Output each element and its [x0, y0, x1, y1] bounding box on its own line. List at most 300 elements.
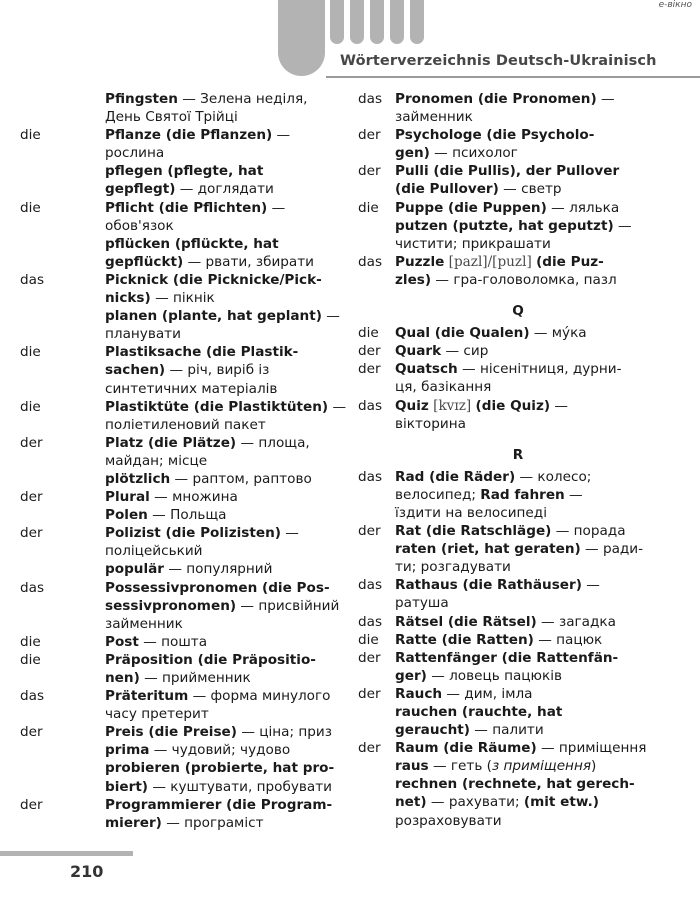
- entry-definition: [105, 343, 330, 397]
- headword-text: raten (riet, hat geraten): [395, 541, 581, 558]
- translation-text: —: [272, 127, 291, 144]
- entry-definition: [395, 253, 678, 289]
- entry-line: [395, 667, 678, 685]
- entry-definition: [105, 470, 330, 488]
- translation-text: — загадка: [536, 613, 616, 630]
- translation-text: — гра-головоломка, пазл: [431, 271, 617, 288]
- entry-line: [105, 289, 330, 307]
- entry-line: [105, 253, 330, 271]
- dictionary-entry: [20, 434, 330, 470]
- translation-text: —: [280, 525, 299, 542]
- entry-article: das: [358, 397, 383, 414]
- entry-article: der: [20, 489, 43, 506]
- entry-line: [395, 721, 678, 739]
- entry-article: [20, 741, 105, 759]
- entry-definition: [395, 199, 678, 217]
- entry-definition: [395, 90, 678, 126]
- entry-article: der: [358, 127, 381, 144]
- dictionary-entry: [20, 759, 335, 795]
- entry-article: der: [358, 649, 381, 666]
- headword-text: Possessivpronomen (die Pos-: [105, 579, 330, 596]
- entry-article: die: [20, 199, 41, 216]
- header-tab-large: [278, 0, 325, 76]
- translation-text: — порада: [551, 523, 626, 540]
- publisher-logo: e-вікно: [658, 0, 692, 10]
- entry-definition: [395, 217, 678, 253]
- translation-text: — геть (: [428, 758, 492, 775]
- entry-definition: [105, 796, 332, 832]
- section-letter: R: [512, 446, 524, 463]
- headword-text: Platz (die Plätze): [105, 434, 237, 451]
- headword-text: Raum (die Räume): [395, 740, 537, 757]
- translation-text: —: [267, 199, 286, 216]
- entry-article: [20, 506, 105, 524]
- footer-bar: [0, 851, 133, 856]
- entry-line: [105, 180, 330, 198]
- entry-line: [105, 506, 330, 524]
- entry-article: das: [20, 271, 45, 288]
- entry-article: das: [358, 577, 383, 594]
- dictionary-column-left: [20, 90, 347, 832]
- translation-text: займенник: [395, 109, 473, 126]
- entry-line: [395, 631, 678, 649]
- entry-article: [20, 759, 105, 795]
- entry-article: der: [358, 740, 381, 757]
- headword-text: Rauch: [395, 685, 443, 702]
- headword-text: Programmierer (die Program-: [105, 796, 333, 813]
- entry-article: die: [20, 633, 41, 650]
- entry-line: [395, 360, 678, 378]
- entry-line: [395, 199, 678, 217]
- entry-line: [105, 271, 330, 289]
- entry-line: [105, 741, 330, 759]
- entry-article: [358, 540, 395, 576]
- entry-definition: [395, 342, 678, 360]
- dictionary-entry: [358, 468, 678, 522]
- translation-text: —: [564, 486, 583, 503]
- header-rule: [326, 76, 700, 78]
- dictionary-entry: [358, 613, 678, 631]
- dictionary-entry: [20, 579, 340, 633]
- dictionary-entry: [358, 631, 678, 649]
- headword-text: Quark: [395, 343, 442, 360]
- dictionary-entry: [20, 162, 330, 198]
- headword-text: Pflicht (die Pflichten): [105, 199, 268, 216]
- entry-line: [105, 669, 330, 687]
- headword-text: plötzlich: [105, 470, 171, 487]
- header-tab: [350, 0, 364, 44]
- headword-text: geraucht): [395, 722, 470, 739]
- entry-line: [105, 235, 330, 253]
- headword-text: Rathaus (die Rathäuser): [395, 577, 582, 594]
- entry-line: [395, 342, 678, 360]
- entry-definition: [395, 703, 678, 739]
- dictionary-entry: [20, 90, 330, 126]
- dictionary-entry: [20, 633, 330, 651]
- entry-article: das: [20, 579, 45, 596]
- entry-definition: [105, 434, 330, 470]
- entry-article: die: [20, 651, 41, 668]
- headword-text: pflegen (pflegte, hat: [105, 163, 264, 180]
- entry-article: die: [20, 127, 41, 144]
- entry-definition: [395, 613, 678, 631]
- translation-text: — програміст: [161, 814, 264, 831]
- headword-text: Quatsch: [395, 361, 458, 378]
- translation-text: їздити на велосипеді: [395, 504, 547, 521]
- entry-line: [105, 108, 330, 126]
- translation-text: займенник: [105, 615, 183, 632]
- translation-text: поліетиленовий пакет: [105, 416, 266, 433]
- transcription-text: [pazl]/[puzl]: [448, 253, 532, 270]
- header-tab: [330, 0, 344, 44]
- headword-text: Polizist (die Polizisten): [105, 525, 281, 542]
- dictionary-column-right: [358, 90, 678, 830]
- entry-line: [105, 361, 330, 379]
- translation-text: — пацюк: [533, 631, 603, 648]
- entry-line: [395, 90, 678, 108]
- entry-line: [105, 778, 334, 796]
- entry-article: der: [20, 796, 43, 813]
- dictionary-entry: [20, 271, 330, 307]
- headword-text: (die Pullover): [395, 181, 499, 198]
- translation-text: часу претерит: [105, 706, 209, 723]
- translation-text: планувати: [105, 326, 181, 343]
- entry-article: der: [358, 343, 381, 360]
- translation-text: велосипед;: [395, 486, 481, 503]
- dictionary-entry: [358, 397, 678, 433]
- headword-text: Präposition (die Präpositio-: [105, 651, 316, 668]
- headword-text: Qual (die Qualen): [395, 325, 530, 342]
- entry-definition: [105, 506, 330, 524]
- headword-text: gepflückt): [105, 253, 184, 270]
- dictionary-entry: [20, 199, 330, 235]
- entry-article: das: [20, 688, 45, 705]
- entry-line: [105, 398, 346, 416]
- dictionary-entry: [358, 649, 678, 685]
- headword-text: Plastiksache (die Plastik-: [105, 344, 299, 361]
- translation-text: — куштувати, пробувати: [148, 778, 333, 795]
- translation-text: — ради-: [580, 541, 644, 558]
- translation-text: чистити; прикрашати: [395, 235, 551, 252]
- entry-line: [395, 271, 678, 289]
- translation-text: обов'язок: [105, 217, 174, 234]
- dictionary-entry: [358, 739, 678, 757]
- entry-definition: [105, 398, 346, 434]
- entry-line: [105, 307, 340, 325]
- entry-article: [358, 217, 395, 253]
- dictionary-entry: [20, 235, 330, 271]
- entry-line: [105, 524, 330, 542]
- headword-text: Plastiktüte (die Plastiktüten): [105, 398, 329, 415]
- dictionary-entry: [358, 703, 678, 739]
- entry-line: [395, 540, 678, 558]
- entry-definition: [395, 397, 678, 433]
- entry-definition: [395, 775, 678, 829]
- entry-definition: [395, 162, 678, 198]
- headword-text: Polen: [105, 507, 148, 524]
- entry-definition: [105, 633, 330, 651]
- headword-text: Präteritum: [105, 688, 189, 705]
- entry-line: [395, 486, 678, 504]
- entry-article: der: [358, 163, 381, 180]
- entry-definition: [105, 651, 330, 687]
- entry-line: [395, 253, 678, 271]
- entry-definition: [105, 759, 334, 795]
- entry-line: [395, 144, 678, 162]
- entry-article: der: [358, 685, 381, 702]
- entry-article: [20, 560, 105, 578]
- entry-definition: [105, 199, 330, 235]
- entry-line: [105, 560, 330, 578]
- translation-text: ратуша: [395, 595, 449, 612]
- entry-line: [105, 162, 330, 180]
- translation-text: — светр: [498, 181, 562, 198]
- entry-line: [395, 108, 678, 126]
- headword-text: Rad (die Räder): [395, 468, 516, 485]
- entry-line: [105, 814, 332, 832]
- translation-text: — рахувати;: [426, 794, 524, 811]
- entry-line: [105, 615, 339, 633]
- entry-line: [395, 812, 678, 830]
- entry-definition: [395, 739, 678, 757]
- entry-article: [358, 757, 395, 775]
- headword-text: Psychologe (die Psycholo-: [395, 127, 595, 144]
- headword-text: nen): [105, 670, 140, 686]
- translation-text: — лялька: [546, 199, 620, 216]
- entry-definition: [395, 685, 678, 703]
- page-header-title: Wörterverzeichnis Deutsch-Ukrainisch: [340, 53, 657, 69]
- entry-definition: [105, 524, 330, 560]
- entry-line: [395, 415, 678, 433]
- entry-line: [395, 739, 678, 757]
- entry-line: [395, 468, 678, 486]
- dictionary-entry: [20, 651, 330, 687]
- headword-text: Picknick (die Picknicke/Pick-: [105, 271, 322, 288]
- entry-line: [105, 723, 332, 741]
- translation-text: ти; розгадувати: [395, 559, 511, 576]
- entry-line: [395, 126, 678, 144]
- dictionary-entry: [358, 90, 678, 126]
- dictionary-entry: [20, 723, 330, 741]
- header-tab: [390, 0, 404, 44]
- translation-text: — прийменник: [139, 670, 251, 686]
- translation-text: — палити: [469, 722, 544, 739]
- translation-text: синтетичних матеріалів: [105, 380, 278, 397]
- headword-text: Rat (die Ratschläge): [395, 523, 552, 540]
- headword-text: zles): [395, 271, 432, 288]
- translation-text: — Польща: [147, 507, 227, 524]
- entry-line: [395, 703, 678, 721]
- headword-text: rechnen (rechnete, hat gerech-: [395, 776, 635, 793]
- entry-line: [105, 144, 330, 162]
- entry-line: [105, 759, 334, 777]
- dictionary-entry: [358, 522, 678, 540]
- entry-article: der: [358, 361, 381, 378]
- dictionary-entry: [20, 398, 347, 434]
- headword-text: gepflegt): [105, 181, 176, 198]
- dictionary-entry: [20, 126, 330, 162]
- entry-definition: [395, 126, 678, 162]
- dictionary-entry: [358, 199, 678, 217]
- headword-text: mierer): [105, 814, 162, 831]
- dictionary-entry: [20, 470, 330, 488]
- entry-article: [20, 307, 105, 343]
- entry-article: der: [20, 525, 43, 542]
- headword-text: Pronomen (die Pronomen): [395, 91, 597, 107]
- dictionary-entry: [20, 796, 333, 832]
- headword-text: sachen): [105, 362, 166, 379]
- entry-line: [395, 324, 678, 342]
- translation-text: розраховувати: [395, 812, 502, 829]
- translation-text: — форма минулого: [188, 688, 331, 705]
- dictionary-entry: [358, 540, 678, 576]
- entry-definition: [395, 576, 678, 612]
- translation-text: поліцейський: [105, 543, 203, 560]
- translation-text: — сир: [441, 343, 489, 360]
- dictionary-entry: [20, 524, 330, 560]
- headword-text: gen): [395, 145, 430, 162]
- translation-text: —: [550, 397, 569, 414]
- entry-definition: [395, 360, 678, 396]
- translation-text: — доглядати: [175, 181, 274, 198]
- entry-line: [395, 162, 678, 180]
- headword-text: populär: [105, 561, 165, 578]
- translation-text: — присвійний: [236, 597, 340, 614]
- translation-text: — річ, виріб із: [165, 362, 270, 379]
- entry-line: [105, 434, 330, 452]
- entry-line: [105, 416, 346, 434]
- entry-line: [105, 597, 339, 615]
- entry-definition: [395, 757, 678, 775]
- entry-line: [105, 705, 330, 723]
- entry-line: [395, 649, 678, 667]
- dictionary-entry: [358, 757, 678, 775]
- headword-text: ger): [395, 667, 427, 684]
- headword-text: pflücken (pflückte, hat: [105, 235, 279, 252]
- entry-definition: [395, 468, 678, 522]
- entry-definition: [105, 307, 340, 343]
- entry-line: [395, 793, 678, 811]
- header-tab: [370, 0, 384, 44]
- translation-text: — психолог: [429, 145, 518, 162]
- headword-text: Pfingsten: [105, 91, 178, 107]
- dictionary-entry: [358, 162, 678, 198]
- headword-text: Quiz: [395, 397, 429, 414]
- entry-line: [105, 579, 339, 597]
- headword-text: Ratte (die Ratten): [395, 631, 534, 648]
- section-letter: Q: [512, 303, 524, 320]
- entry-article: [358, 703, 395, 739]
- entry-article: [358, 775, 395, 829]
- dictionary-entry: [358, 360, 678, 396]
- entry-line: [395, 378, 678, 396]
- translation-text: з приміщення: [491, 758, 592, 775]
- entry-line: [105, 199, 330, 217]
- header-tab: [410, 0, 424, 44]
- translation-text: — Зелена неділя,: [177, 91, 308, 107]
- entry-article: der: [20, 434, 43, 451]
- entry-line: [105, 452, 330, 470]
- entry-article: [20, 235, 105, 271]
- entry-line: [105, 633, 330, 651]
- entry-line: [395, 775, 678, 793]
- headword-text: Plural: [105, 489, 150, 506]
- translation-text: — нісенітниця, дурни-: [457, 361, 622, 378]
- dictionary-entry: [20, 560, 330, 578]
- entry-line: [395, 504, 678, 522]
- entry-line: [395, 522, 678, 540]
- entry-line: [105, 90, 330, 108]
- dictionary-entry: [358, 126, 678, 162]
- translation-text: День Святої Трійці: [105, 109, 238, 126]
- translation-text: — площа,: [236, 434, 310, 451]
- entry-article: die: [20, 398, 41, 415]
- entry-definition: [105, 741, 330, 759]
- entry-definition: [105, 162, 330, 198]
- translation-text: рослина: [105, 145, 165, 162]
- entry-line: [395, 235, 678, 253]
- headword-text: net): [395, 794, 427, 811]
- dictionary-entry: [358, 576, 678, 612]
- entry-definition: [105, 126, 330, 162]
- headword-text: rauchen (rauchte, hat: [395, 704, 563, 720]
- translation-text: ця, базікання: [395, 379, 492, 396]
- entry-line: [395, 558, 678, 576]
- translation-text: — рвати, збирати: [183, 253, 315, 270]
- headword-text: sessivpronomen): [105, 597, 237, 614]
- entry-article: das: [358, 91, 383, 107]
- dictionary-entry: [358, 775, 678, 829]
- translation-text: —: [596, 91, 615, 107]
- headword-text: nicks): [105, 290, 151, 307]
- headword-text: probieren (probierte, hat pro-: [105, 760, 335, 777]
- entry-line: [395, 613, 678, 631]
- entry-definition: [105, 560, 330, 578]
- entry-line: [105, 542, 330, 560]
- translation-text: — популярний: [164, 561, 273, 578]
- dictionary-entry: [358, 324, 678, 342]
- entry-definition: [105, 235, 330, 271]
- entry-definition: [395, 324, 678, 342]
- entry-line: [395, 594, 678, 612]
- entry-article: das: [358, 253, 383, 270]
- entry-line: [105, 470, 330, 488]
- entry-line: [105, 325, 340, 343]
- headword-text: planen (plante, hat geplant): [105, 308, 322, 325]
- translation-text: — раптом, раптово: [170, 470, 312, 487]
- entry-definition: [395, 540, 678, 576]
- entry-line: [105, 488, 330, 506]
- dictionary-entry: [20, 343, 330, 397]
- dictionary-entry: [20, 687, 330, 723]
- headword-text: (mit etw.): [523, 794, 599, 811]
- transcription-text: [kvɪz]: [433, 397, 472, 414]
- entry-article: das: [358, 468, 383, 485]
- entry-definition: [395, 649, 678, 685]
- translation-text: — му́ка: [529, 325, 587, 342]
- headword-text: Preis (die Preise): [105, 724, 237, 741]
- entry-definition: [105, 723, 332, 741]
- headword-text: Puppe (die Puppen): [395, 199, 547, 216]
- headword-text: Post: [105, 633, 139, 650]
- entry-definition: [105, 271, 330, 307]
- translation-text: —: [581, 577, 600, 594]
- translation-text: — колесо;: [515, 468, 592, 485]
- entry-line: [105, 651, 330, 669]
- entry-line: [395, 180, 678, 198]
- entry-article: der: [20, 724, 43, 741]
- entry-article: die: [358, 325, 379, 342]
